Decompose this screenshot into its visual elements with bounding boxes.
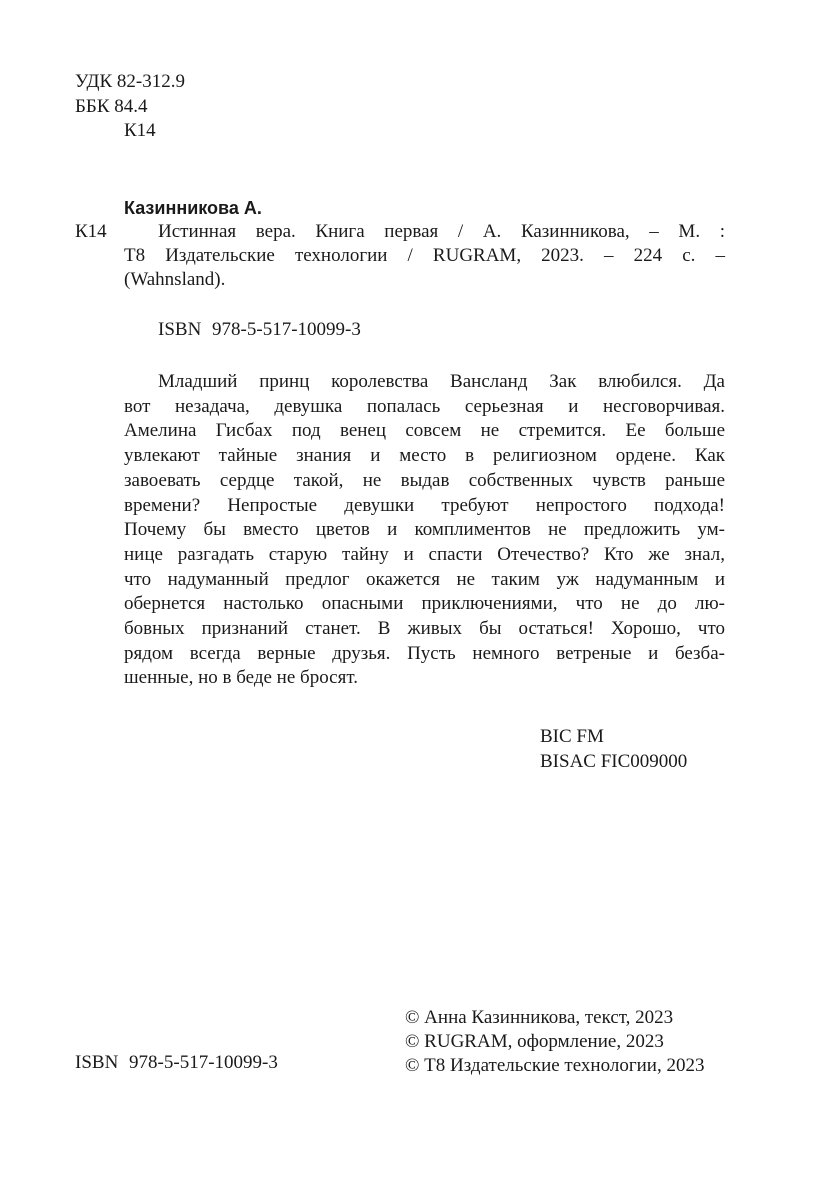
annotation-line: завоевать сердце такой, не выдав собственных чувств раньше <box>124 469 725 491</box>
bib-line: Истинная вера. Книга первая / А. Казинникова, – М. : <box>158 221 725 242</box>
annotation-line: Почему бы вместо цветов и комплиментов не предложить ум- <box>124 519 725 541</box>
copyright-line: © RUGRAM, оформление, 2023 <box>405 1031 664 1052</box>
annotation-line: вот незадача, девушка попалась серьезная и несговорчивая. <box>124 395 725 417</box>
annotation-line: Амелина Гисбах под венец совсем не стремится. Ее больше <box>124 420 725 442</box>
bib-author: Казинникова А. <box>124 198 262 218</box>
footer-isbn: ISBN 978-5-517-10099-3 <box>75 1052 278 1073</box>
annotation-line: времени? Непростые девушки требуют непростого подхода! <box>124 494 725 516</box>
bisac-code: BISAC FIC009000 <box>540 751 688 772</box>
annotation-line: рядом всегда верные друзья. Пусть немного ветреные и безба- <box>124 642 725 664</box>
annotation-line: увлекают тайные знания и место в религиозном ордене. Как <box>124 445 725 467</box>
udk: УДК 82-312.9 <box>75 71 185 92</box>
bic-code: BIC FM <box>540 726 604 747</box>
annotation-line: что надуманный предлог окажется не таким уж надуманным и <box>124 568 725 590</box>
bib-isbn: ISBN 978-5-517-10099-3 <box>158 319 361 340</box>
annotation-line: бовных признаний станет. В живых бы остаться! Хорошо, что <box>124 618 725 639</box>
annotation-line: Младший принц королевства Вансланд Зак влюбился. Да <box>158 371 725 392</box>
annotation-line: обернется настолько опасными приключениями, что не до лю- <box>124 593 725 615</box>
annotation-line: нице разгадать старую тайну и спасти Отечество? Кто же знал, <box>124 543 725 565</box>
bib-line: Т8 Издательские технологии / RUGRAM, 2023. – 224 с. – <box>124 245 725 266</box>
annotation-line: шенные, но в беде не бросят. <box>124 667 358 689</box>
bbk: ББК 84.4 <box>75 96 148 117</box>
copyright-line: © Анна Казинникова, текст, 2023 <box>405 1007 674 1028</box>
author-sign: К14 <box>124 120 156 141</box>
copyright-line: © Т8 Издательские технологии, 2023 <box>405 1055 705 1076</box>
bib-line: (Wahnsland). <box>124 269 226 290</box>
bib-sign: К14 <box>75 221 107 242</box>
